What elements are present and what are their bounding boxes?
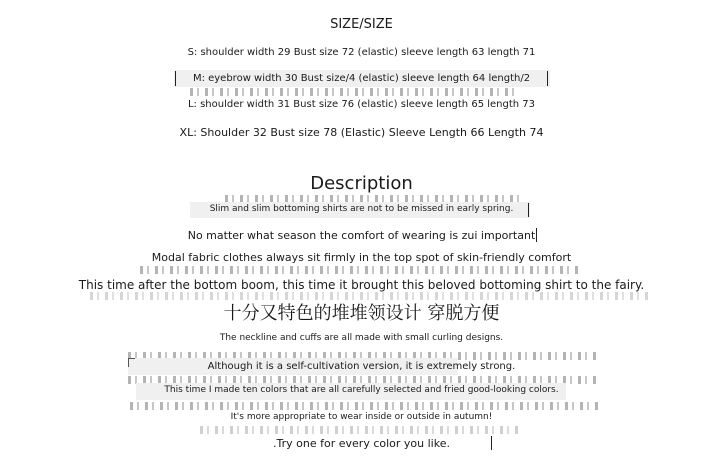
description-line-8: This time I made ten colors that are all carefully selected and fried good-looking colors. [164, 385, 559, 395]
description-line-7: Although it is a self-cultivation version, it is extremely strong. [207, 361, 516, 372]
size-row-m-right-bar [547, 71, 548, 86]
description-line-2-bar [536, 228, 537, 242]
size-row-m-left-bar [175, 71, 176, 86]
description-title: Description [310, 173, 413, 194]
description-line-10-bar [491, 436, 492, 450]
size-title: SIZE/SIZE [330, 17, 393, 32]
description-line-1: Slim and slim bottoming shirts are not to be missed in early spring. [209, 204, 514, 214]
description-line-5: 十分又特色的堆堆领设计 穿脱方便 [223, 303, 500, 324]
description-line-9: It's more appropriate to wear inside or outside in autumn! [230, 412, 493, 422]
description-noise-4 [90, 292, 650, 300]
description-line-7-bracket [128, 358, 135, 367]
description-line-2: No matter what season the comfort of wearing is zui important [187, 229, 536, 242]
description-line-6: The neckline and cuffs are all made with small curling designs. [219, 333, 504, 343]
description-line-3: Modal fabric clothes always sit firmly in the top spot of skin-friendly comfort [151, 251, 572, 264]
description-noise-9 [200, 426, 520, 434]
size-row-s: S: shoulder width 29 Bust size 72 (elastic) sleeve length 63 length 71 [187, 47, 536, 58]
description-noise-8 [130, 402, 600, 410]
size-row-m: M: eyebrow width 30 Bust size/4 (elastic) sleeve length 64 length/2 [192, 73, 531, 84]
size-row-xl: XL: Shoulder 32 Bust size 78 (Elastic) Sleeve Length 66 Length 74 [179, 126, 544, 139]
description-line-1-bar [528, 203, 529, 217]
description-line-4: This time after the bottom boom, this time it brought this beloved bottoming shirt to the fairy. [78, 278, 645, 292]
size-row-m-noise [190, 88, 520, 96]
size-row-l: L: shoulder width 31 Bust size 76 (elastic) sleeve length 65 length 73 [187, 99, 536, 110]
description-noise-3 [140, 266, 580, 274]
description-line-10: .Try one for every color you like. [273, 437, 450, 450]
